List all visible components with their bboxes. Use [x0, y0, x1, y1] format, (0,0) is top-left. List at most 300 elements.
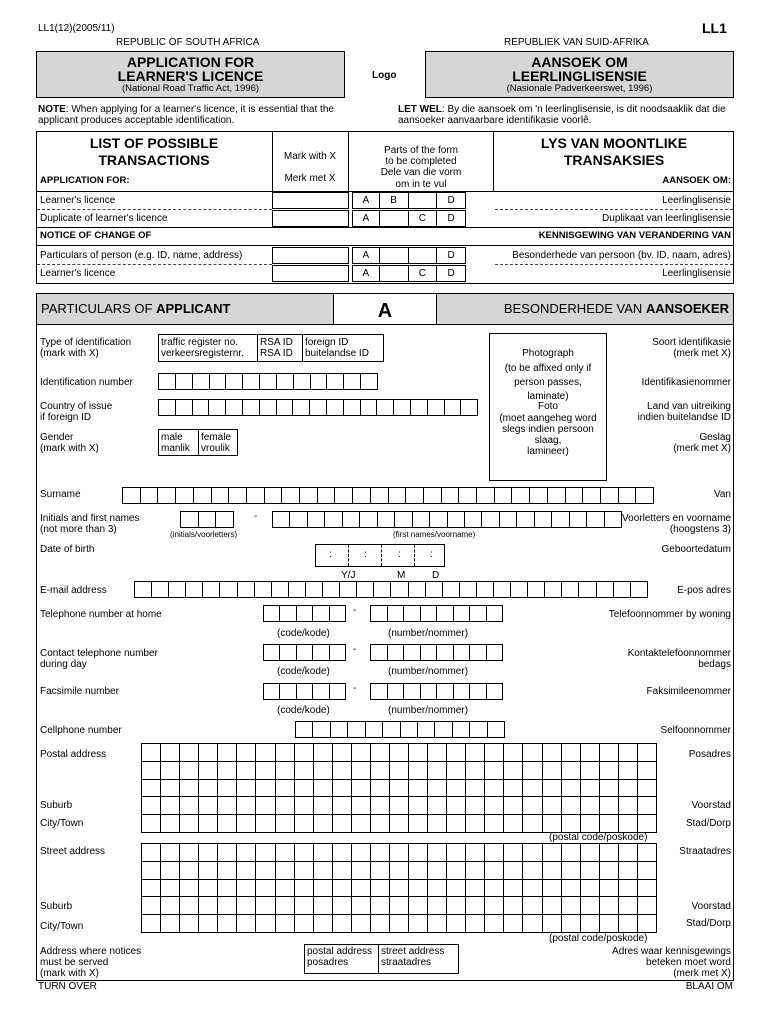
- char-cell[interactable]: [180, 844, 199, 862]
- char-cell[interactable]: [256, 797, 275, 815]
- char-cell[interactable]: [566, 488, 584, 503]
- char-cell[interactable]: [421, 606, 438, 621]
- char-cell[interactable]: [485, 780, 504, 798]
- char-cell[interactable]: [176, 374, 193, 389]
- char-cell[interactable]: [276, 762, 295, 780]
- id-number-cells[interactable]: [158, 373, 378, 390]
- char-cell[interactable]: [428, 844, 447, 862]
- char-cell[interactable]: [161, 880, 180, 898]
- char-cell[interactable]: [295, 744, 314, 762]
- char-cell[interactable]: [470, 722, 487, 737]
- char-cell[interactable]: [318, 488, 336, 503]
- char-cell[interactable]: [218, 897, 237, 915]
- char-cell[interactable]: [218, 744, 237, 762]
- char-cell[interactable]: [297, 606, 313, 621]
- char-cell[interactable]: [282, 488, 300, 503]
- char-cell[interactable]: [311, 374, 328, 389]
- char-cell[interactable]: [272, 582, 289, 597]
- char-cell[interactable]: [390, 797, 409, 815]
- char-cell[interactable]: [199, 762, 218, 780]
- char-cell[interactable]: [466, 797, 485, 815]
- gender-female-af[interactable]: vroulik: [201, 443, 230, 454]
- street-address-grid[interactable]: [141, 843, 657, 933]
- char-cell[interactable]: [371, 797, 390, 815]
- char-cell[interactable]: [289, 582, 306, 597]
- char-cell[interactable]: [390, 744, 409, 762]
- char-cell[interactable]: [310, 400, 327, 415]
- char-cell[interactable]: [428, 762, 447, 780]
- char-cell[interactable]: [504, 780, 523, 798]
- txn-row-2-mark[interactable]: [272, 210, 349, 227]
- char-cell[interactable]: [314, 780, 333, 798]
- char-cell[interactable]: [409, 915, 428, 933]
- char-cell[interactable]: [180, 862, 199, 880]
- fax-number-cells[interactable]: [370, 683, 503, 700]
- char-cell[interactable]: [199, 897, 218, 915]
- cell-cells[interactable]: [295, 721, 505, 738]
- char-cell[interactable]: [212, 488, 230, 503]
- char-cell[interactable]: [581, 780, 600, 798]
- char-cell[interactable]: [485, 744, 504, 762]
- char-cell[interactable]: [404, 645, 421, 660]
- char-cell[interactable]: [487, 684, 504, 699]
- char-cell[interactable]: [142, 844, 161, 862]
- char-cell[interactable]: [390, 862, 409, 880]
- char-cell[interactable]: [186, 582, 203, 597]
- char-cell[interactable]: [404, 606, 421, 621]
- char-cell[interactable]: [428, 862, 447, 880]
- char-cell[interactable]: [470, 606, 487, 621]
- char-cell[interactable]: [161, 762, 180, 780]
- char-cell[interactable]: [218, 815, 237, 833]
- char-cell[interactable]: [465, 512, 482, 527]
- char-cell[interactable]: [426, 582, 443, 597]
- id-opt-rsa-af[interactable]: RSA ID: [260, 348, 293, 359]
- char-cell[interactable]: [562, 862, 581, 880]
- char-cell[interactable]: [256, 815, 275, 833]
- char-cell[interactable]: [504, 897, 523, 915]
- char-cell[interactable]: [371, 897, 390, 915]
- char-cell[interactable]: [581, 897, 600, 915]
- char-cell[interactable]: [210, 374, 227, 389]
- id-opt-traffic-af[interactable]: verkeersregisternr.: [161, 348, 244, 359]
- char-cell[interactable]: [562, 844, 581, 862]
- char-cell[interactable]: [293, 400, 310, 415]
- char-cell[interactable]: [470, 684, 487, 699]
- txn-row-3-mark[interactable]: [272, 247, 349, 264]
- notice-street-en[interactable]: street address: [381, 946, 445, 957]
- char-cell[interactable]: [391, 582, 408, 597]
- char-cell[interactable]: [485, 762, 504, 780]
- char-cell[interactable]: [181, 512, 199, 527]
- char-cell[interactable]: [390, 880, 409, 898]
- char-cell[interactable]: [430, 512, 447, 527]
- char-cell[interactable]: [352, 780, 371, 798]
- char-cell[interactable]: [638, 862, 657, 880]
- char-cell[interactable]: [638, 780, 657, 798]
- char-cell[interactable]: [447, 797, 466, 815]
- char-cell[interactable]: [562, 780, 581, 798]
- char-cell[interactable]: [135, 582, 152, 597]
- char-cell[interactable]: [194, 488, 212, 503]
- char-cell[interactable]: [352, 880, 371, 898]
- char-cell[interactable]: [409, 862, 428, 880]
- char-cell[interactable]: [264, 606, 280, 621]
- char-cell[interactable]: [344, 400, 361, 415]
- char-cell[interactable]: [395, 512, 412, 527]
- char-cell[interactable]: [562, 915, 581, 933]
- char-cell[interactable]: [314, 744, 333, 762]
- char-cell[interactable]: [276, 880, 295, 898]
- char-cell[interactable]: [238, 582, 255, 597]
- char-cell[interactable]: [638, 744, 657, 762]
- char-cell[interactable]: [276, 915, 295, 933]
- char-cell[interactable]: [428, 880, 447, 898]
- char-cell[interactable]: [371, 606, 388, 621]
- char-cell[interactable]: [314, 862, 333, 880]
- char-cell[interactable]: [428, 815, 447, 833]
- char-cell[interactable]: [600, 744, 619, 762]
- char-cell[interactable]: [333, 915, 352, 933]
- char-cell[interactable]: [548, 488, 566, 503]
- char-cell[interactable]: [523, 797, 542, 815]
- char-cell[interactable]: [371, 815, 390, 833]
- char-cell[interactable]: [371, 744, 390, 762]
- char-cell[interactable]: [581, 862, 600, 880]
- char-cell[interactable]: [335, 488, 353, 503]
- char-cell[interactable]: [237, 862, 256, 880]
- char-cell[interactable]: [333, 762, 352, 780]
- char-cell[interactable]: [638, 844, 657, 862]
- char-cell[interactable]: [600, 844, 619, 862]
- char-cell[interactable]: [276, 844, 295, 862]
- char-cell[interactable]: [352, 762, 371, 780]
- char-cell[interactable]: [209, 400, 226, 415]
- char-cell[interactable]: [314, 815, 333, 833]
- char-cell[interactable]: [390, 780, 409, 798]
- char-cell[interactable]: [562, 815, 581, 833]
- char-cell[interactable]: [570, 512, 587, 527]
- char-cell[interactable]: [597, 582, 614, 597]
- char-cell[interactable]: [394, 400, 411, 415]
- char-cell[interactable]: [371, 844, 390, 862]
- char-cell[interactable]: [256, 780, 275, 798]
- char-cell[interactable]: [226, 374, 243, 389]
- char-cell[interactable]: [543, 762, 562, 780]
- char-cell[interactable]: [218, 762, 237, 780]
- char-cell[interactable]: [256, 744, 275, 762]
- char-cell[interactable]: [543, 862, 562, 880]
- char-cell[interactable]: [619, 762, 638, 780]
- char-cell[interactable]: [199, 744, 218, 762]
- char-cell[interactable]: [243, 400, 260, 415]
- char-cell[interactable]: [631, 582, 648, 597]
- char-cell[interactable]: [280, 645, 296, 660]
- char-cell[interactable]: [256, 897, 275, 915]
- char-cell[interactable]: [333, 880, 352, 898]
- char-cell[interactable]: [314, 797, 333, 815]
- char-cell[interactable]: [435, 722, 452, 737]
- char-cell[interactable]: [374, 582, 391, 597]
- char-cell[interactable]: [256, 862, 275, 880]
- char-cell[interactable]: [504, 862, 523, 880]
- char-cell[interactable]: [340, 582, 357, 597]
- char-cell[interactable]: [237, 797, 256, 815]
- char-cell[interactable]: [243, 374, 260, 389]
- char-cell[interactable]: [411, 400, 428, 415]
- char-cell[interactable]: [199, 797, 218, 815]
- char-cell[interactable]: [390, 815, 409, 833]
- char-cell[interactable]: [180, 815, 199, 833]
- char-cell[interactable]: [535, 512, 552, 527]
- char-cell[interactable]: [142, 762, 161, 780]
- char-cell[interactable]: [237, 880, 256, 898]
- char-cell[interactable]: [447, 915, 466, 933]
- char-cell[interactable]: [482, 512, 499, 527]
- char-cell[interactable]: [180, 797, 199, 815]
- char-cell[interactable]: [428, 915, 447, 933]
- char-cell[interactable]: [343, 512, 360, 527]
- char-cell[interactable]: [314, 762, 333, 780]
- char-cell[interactable]: [161, 815, 180, 833]
- char-cell[interactable]: [485, 915, 504, 933]
- char-cell[interactable]: [428, 400, 445, 415]
- char-cell[interactable]: [442, 488, 460, 503]
- char-cell[interactable]: [523, 815, 542, 833]
- char-cell[interactable]: [619, 862, 638, 880]
- char-cell[interactable]: [237, 844, 256, 862]
- char-cell[interactable]: [523, 744, 542, 762]
- char-cell[interactable]: [300, 488, 318, 503]
- char-cell[interactable]: [523, 780, 542, 798]
- char-cell[interactable]: [229, 488, 247, 503]
- char-cell[interactable]: [276, 744, 295, 762]
- char-cell[interactable]: [371, 862, 390, 880]
- char-cell[interactable]: [314, 915, 333, 933]
- char-cell[interactable]: [352, 815, 371, 833]
- char-cell[interactable]: [199, 862, 218, 880]
- char-cell[interactable]: [390, 844, 409, 862]
- gender-male-af[interactable]: manlik: [161, 443, 190, 454]
- char-cell[interactable]: [348, 722, 365, 737]
- char-cell[interactable]: [512, 488, 530, 503]
- char-cell[interactable]: [352, 744, 371, 762]
- char-cell[interactable]: [294, 374, 311, 389]
- char-cell[interactable]: [466, 844, 485, 862]
- char-cell[interactable]: [424, 488, 442, 503]
- char-cell[interactable]: [466, 744, 485, 762]
- char-cell[interactable]: [601, 488, 619, 503]
- gender-male-en[interactable]: male: [161, 432, 183, 443]
- char-cell[interactable]: [461, 400, 478, 415]
- char-cell[interactable]: [295, 762, 314, 780]
- char-cell[interactable]: [180, 897, 199, 915]
- char-cell[interactable]: [199, 780, 218, 798]
- char-cell[interactable]: [371, 880, 390, 898]
- char-cell[interactable]: [280, 606, 296, 621]
- char-cell[interactable]: [636, 488, 654, 503]
- char-cell[interactable]: [466, 780, 485, 798]
- char-cell[interactable]: [447, 762, 466, 780]
- char-cell[interactable]: [295, 815, 314, 833]
- char-cell[interactable]: [454, 606, 471, 621]
- char-cell[interactable]: [504, 880, 523, 898]
- char-cell[interactable]: [388, 645, 405, 660]
- char-cell[interactable]: [357, 582, 374, 597]
- char-cell[interactable]: [216, 512, 234, 527]
- char-cell[interactable]: [581, 915, 600, 933]
- char-cell[interactable]: [485, 797, 504, 815]
- char-cell[interactable]: [176, 488, 194, 503]
- char-cell[interactable]: [226, 400, 243, 415]
- id-opt-foreign-en[interactable]: foreign ID: [305, 337, 349, 348]
- char-cell[interactable]: [447, 897, 466, 915]
- char-cell[interactable]: [487, 606, 504, 621]
- char-cell[interactable]: [308, 512, 325, 527]
- char-cell[interactable]: [543, 915, 562, 933]
- char-cell[interactable]: [237, 762, 256, 780]
- char-cell[interactable]: [466, 880, 485, 898]
- char-cell[interactable]: [353, 488, 371, 503]
- char-cell[interactable]: [199, 880, 218, 898]
- char-cell[interactable]: [485, 815, 504, 833]
- char-cell[interactable]: [290, 512, 307, 527]
- char-cell[interactable]: [142, 897, 161, 915]
- char-cell[interactable]: [443, 582, 460, 597]
- char-cell[interactable]: [314, 880, 333, 898]
- char-cell[interactable]: [256, 844, 275, 862]
- char-cell[interactable]: [453, 722, 470, 737]
- char-cell[interactable]: [331, 722, 348, 737]
- char-cell[interactable]: [477, 582, 494, 597]
- char-cell[interactable]: [330, 684, 346, 699]
- char-cell[interactable]: [352, 862, 371, 880]
- char-cell[interactable]: [459, 488, 477, 503]
- char-cell[interactable]: [314, 844, 333, 862]
- char-cell[interactable]: [447, 780, 466, 798]
- char-cell[interactable]: [447, 744, 466, 762]
- char-cell[interactable]: [579, 582, 596, 597]
- char-cell[interactable]: [333, 815, 352, 833]
- char-cell[interactable]: [142, 862, 161, 880]
- char-cell[interactable]: [428, 744, 447, 762]
- char-cell[interactable]: [485, 844, 504, 862]
- char-cell[interactable]: [466, 862, 485, 880]
- char-cell[interactable]: [437, 645, 454, 660]
- char-cell[interactable]: [562, 797, 581, 815]
- char-cell[interactable]: [237, 815, 256, 833]
- char-cell[interactable]: [199, 512, 217, 527]
- char-cell[interactable]: [460, 582, 477, 597]
- char-cell[interactable]: [237, 744, 256, 762]
- char-cell[interactable]: [297, 684, 313, 699]
- char-cell[interactable]: [361, 374, 378, 389]
- char-cell[interactable]: [142, 744, 161, 762]
- char-cell[interactable]: [327, 400, 344, 415]
- char-cell[interactable]: [360, 512, 377, 527]
- char-cell[interactable]: [180, 880, 199, 898]
- char-cell[interactable]: [152, 582, 169, 597]
- char-cell[interactable]: [523, 862, 542, 880]
- char-cell[interactable]: [313, 645, 329, 660]
- char-cell[interactable]: [237, 897, 256, 915]
- char-cell[interactable]: [583, 488, 601, 503]
- char-cell[interactable]: [277, 374, 294, 389]
- char-cell[interactable]: [504, 815, 523, 833]
- char-cell[interactable]: [638, 880, 657, 898]
- char-cell[interactable]: [495, 488, 513, 503]
- char-cell[interactable]: [199, 915, 218, 933]
- char-cell[interactable]: [413, 512, 430, 527]
- char-cell[interactable]: [523, 844, 542, 862]
- char-cell[interactable]: [581, 762, 600, 780]
- contact-code-cells[interactable]: [263, 644, 346, 661]
- char-cell[interactable]: [421, 684, 438, 699]
- char-cell[interactable]: [619, 880, 638, 898]
- char-cell[interactable]: [552, 512, 569, 527]
- char-cell[interactable]: [256, 880, 275, 898]
- char-cell[interactable]: [605, 512, 622, 527]
- char-cell[interactable]: [276, 862, 295, 880]
- char-cell[interactable]: [333, 844, 352, 862]
- char-cell[interactable]: [247, 488, 265, 503]
- char-cell[interactable]: [530, 488, 548, 503]
- char-cell[interactable]: [437, 606, 454, 621]
- char-cell[interactable]: [276, 797, 295, 815]
- char-cell[interactable]: [161, 797, 180, 815]
- dob-cells[interactable]: : : : :: [315, 544, 445, 567]
- char-cell[interactable]: [352, 797, 371, 815]
- char-cell[interactable]: [562, 762, 581, 780]
- tel-home-code-cells[interactable]: [263, 605, 346, 622]
- char-cell[interactable]: [614, 582, 631, 597]
- notice-postal-af[interactable]: posadres: [307, 957, 349, 968]
- char-cell[interactable]: [504, 797, 523, 815]
- char-cell[interactable]: [409, 897, 428, 915]
- char-cell[interactable]: [361, 400, 378, 415]
- char-cell[interactable]: [218, 780, 237, 798]
- char-cell[interactable]: [180, 762, 199, 780]
- char-cell[interactable]: [273, 512, 290, 527]
- char-cell[interactable]: [180, 780, 199, 798]
- char-cell[interactable]: [276, 780, 295, 798]
- char-cell[interactable]: [545, 582, 562, 597]
- char-cell[interactable]: [161, 780, 180, 798]
- char-cell[interactable]: [333, 797, 352, 815]
- char-cell[interactable]: [371, 684, 388, 699]
- char-cell[interactable]: [237, 780, 256, 798]
- char-cell[interactable]: [280, 684, 296, 699]
- char-cell[interactable]: [159, 400, 176, 415]
- char-cell[interactable]: [295, 880, 314, 898]
- char-cell[interactable]: [581, 880, 600, 898]
- char-cell[interactable]: [418, 722, 435, 737]
- char-cell[interactable]: [600, 762, 619, 780]
- char-cell[interactable]: [199, 844, 218, 862]
- char-cell[interactable]: [485, 880, 504, 898]
- initials-cells[interactable]: [180, 511, 234, 528]
- char-cell[interactable]: [485, 862, 504, 880]
- char-cell[interactable]: [295, 915, 314, 933]
- notice-postal-en[interactable]: postal address: [307, 946, 373, 957]
- char-cell[interactable]: [344, 374, 361, 389]
- char-cell[interactable]: [142, 780, 161, 798]
- char-cell[interactable]: [378, 512, 395, 527]
- char-cell[interactable]: [295, 897, 314, 915]
- char-cell[interactable]: [383, 722, 400, 737]
- char-cell[interactable]: [265, 488, 283, 503]
- char-cell[interactable]: [180, 744, 199, 762]
